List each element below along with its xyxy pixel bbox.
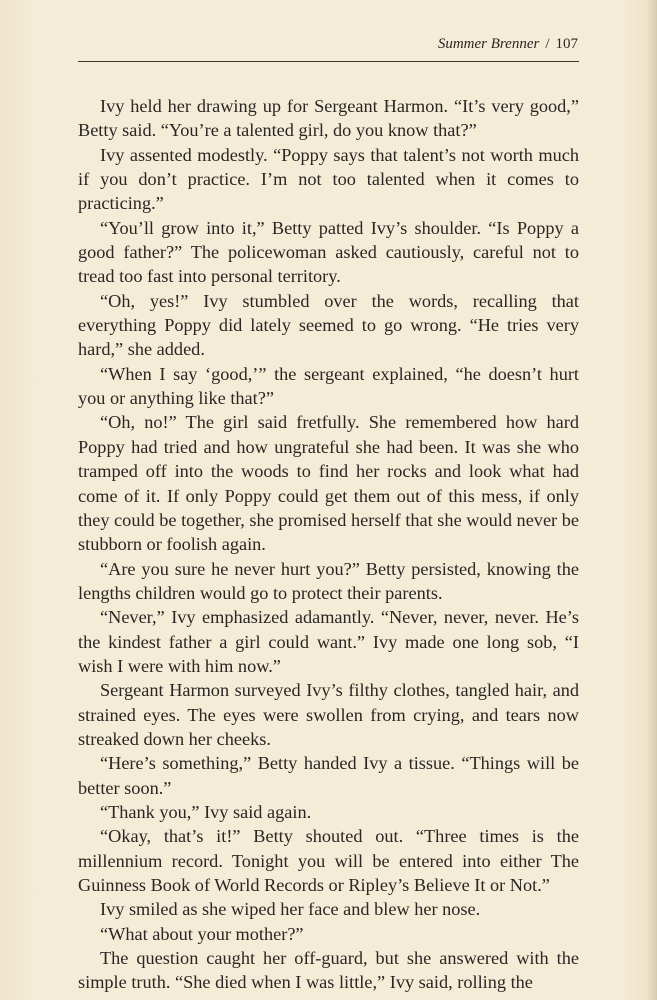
paragraph: The question caught her off-guard, but she answered with the simple truth. “She died when I was little,” Ivy said, rolling the bbox=[78, 948, 579, 993]
body-text bbox=[78, 94, 579, 995]
paragraph: “What about your mother?” bbox=[100, 923, 304, 944]
paragraph: “When I say ‘good,’” the sergeant explained, “he doesn’t hurt you or anything like that?” bbox=[78, 363, 579, 409]
page-edge-shadow bbox=[647, 0, 657, 1000]
paragraph-records bbox=[78, 824, 579, 897]
records-text-after: .” bbox=[537, 875, 550, 895]
header-separator: / bbox=[545, 36, 550, 52]
paragraph: “Oh, yes!” Ivy stumbled over the words, recalling that everything Poppy did lately seemed to go wrong. “He tries very hard,” she added. bbox=[78, 290, 579, 360]
page-number: 107 bbox=[555, 36, 578, 52]
records-text-mid: or bbox=[323, 875, 349, 895]
header-rule bbox=[78, 61, 579, 62]
book-title-ripleys: Ripley’s Believe It or Not bbox=[348, 875, 538, 895]
paragraph: Ivy held her drawing up for Sergeant Harmon. “It’s very good,” Betty said. “You’re a talented girl, do you know that?” bbox=[78, 96, 579, 141]
book-title-guinness: The Guinness Book of World Records bbox=[78, 850, 579, 895]
paragraph: “Never,” Ivy emphasized adamantly. “Never, never, never. He’s the kindest father a girl could want.” Ivy made one long sob, “I wish I were with him now.” bbox=[78, 607, 579, 676]
paragraph: “You’ll grow into it,” Betty patted Ivy’s shoulder. “Is Poppy a good father?” The policewoman asked cautiously, careful not to tread too fast into personal territory. bbox=[78, 217, 579, 287]
paragraph: “Are you sure he never hurt you?” Betty persisted, knowing the lengths children would go to protect their parents. bbox=[78, 558, 579, 603]
paragraph: “Thank you,” Ivy said again. bbox=[100, 801, 312, 822]
paragraph: “Oh, no!” The girl said fretfully. She remembered how hard Poppy had tried and how ungrateful she had been. It was she who tramped off into the woods to find her rocks and look what had come of it. If only Poppy could get them out of this mess, if only they could be together, she promised herself that she would never be stubborn or foolish again. bbox=[78, 412, 579, 555]
paragraph: Sergeant Harmon surveyed Ivy’s filthy clothes, tangled hair, and strained eyes. The eyes were swollen from crying, and tears now streaked down her cheeks. bbox=[78, 680, 579, 749]
paragraph: Ivy smiled as she wiped her face and blew her nose. bbox=[100, 899, 481, 920]
header-author: Summer Brenner bbox=[437, 36, 540, 52]
paragraph: Ivy assented modestly. “Poppy says that talent’s not worth much if you don’t practice. I’m not too talented when it comes to practicing.” bbox=[78, 144, 579, 214]
paragraph: “Here’s something,” Betty handed Ivy a tissue. “Things will be better soon.” bbox=[78, 753, 579, 798]
running-header bbox=[78, 36, 578, 58]
records-text-before: “Okay, that’s it!” Betty shouted out. “Three times is the millennium record. Tonight you will be entered into either bbox=[78, 826, 579, 871]
